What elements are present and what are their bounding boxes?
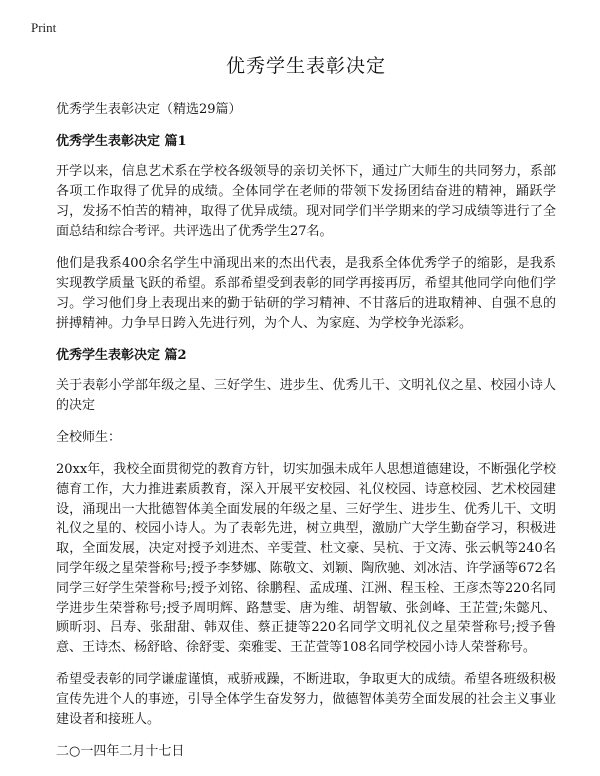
- document-title: 优秀学生表彰决定: [225, 55, 386, 77]
- section-2-paragraph-1: 关于表彰小学部年级之星、三好学生、进步生、优秀儿干、文明礼仪之星、校园小诗人的决定: [56, 378, 556, 413]
- section-heading-1: 优秀学生表彰决定 篇1: [56, 134, 187, 149]
- section-2-salutation: 全校师生：: [56, 430, 122, 445]
- document-date: 二○一四年二月十七日: [56, 743, 185, 759]
- section-heading-2: 优秀学生表彰决定 篇2: [56, 348, 187, 363]
- document-page: [56, 50, 556, 762]
- print-link[interactable]: Print: [31, 20, 57, 35]
- section-2-paragraph-closing: 希望受表彰的同学谦虚谨慎，戒骄戒躁，不断进取，争取更大的成绩。希望各班级积极宣传先进个人的事迹，引导全体学生奋发努力，做德智体美劳全面发展的社会主义事业建设者和接班人。: [56, 671, 556, 727]
- section-1-paragraph-2: 他们是我系400余名学生中涌现出来的杰出代表，是我系全体优秀学子的缩影，是我系实现教学质量飞跃的希望。系部希望受到表彰的同学再接再厉，希望其他同学向他们学习。学习他们身上表现出来的勤于钻研的学习精神、不甘落后的进取精神、自强不息的拼搏精神。力争早日跨入先进行列，为个人、为家庭、为学校争光添彩。: [56, 256, 556, 331]
- section-1-paragraph-1: 开学以来，信息艺术系在学校各级领导的亲切关怀下，通过广大师生的共同努力，系部各项工作取得了优异的成绩。全体同学在老师的带领下发扬团结奋进的精神，踊跃学习，发扬不怕苦的精神，取得了优异成绩。现对同学们半学期来的学习成绩等进行了全面总结和综合考评。共评选出了优秀学生27名。: [56, 164, 556, 239]
- section-2-paragraph-body: 20xx年，我校全面贯彻党的教育方针，切实加强未成年人思想道德建设，不断强化学校德育工作，大力推进素质教育，深入开展平安校园、礼仪校园、诗意校园、艺术校园建设，涌现出一大批德智体美全面发展的年级之星、三好学生、进步生、优秀儿干、文明礼仪之星的、校园小诗人。为了表彰先进，树立典型，激励广大学生勤奋学习，积极进取，全面发展，决定对授予刘进杰、辛雯萱、杜文豪、吴杭、于文涛、张云帆等240名同学年级之星荣誉称号;授予李梦娜、陈敬文、刘颖、陶欣驰、刘冰洁、许学涵等672名同学三好学生荣誉称号;授予刘铭、徐鹏程、孟成瑾、江洲、程玉栓、王彦杰等220名同学进步生荣誉称号;授予周明辉、路慧雯、唐为维、胡智敏、张剑峰、王芷萱;朱懿凡、顾昕羽、吕寿、张甜甜、韩双佳、蔡正捷等220名同学文明礼仪之星荣誉称号;授予鲁意、王诗杰、杨舒晗、徐舒雯、栾雅雯、王芷萱等108名同学校园小诗人荣誉称号。: [56, 462, 556, 656]
- document-subtitle: 优秀学生表彰决定（精选29篇）: [56, 102, 242, 117]
